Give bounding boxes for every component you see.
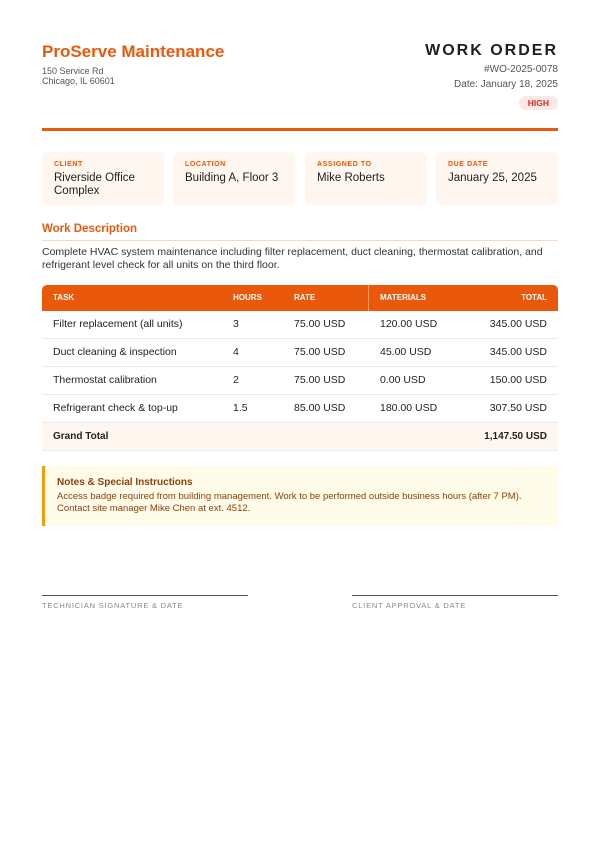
- task-cell: Thermostat calibration: [53, 374, 157, 386]
- work-order-date: Date: January 18, 2025: [454, 79, 558, 90]
- rate-cell: 75.00 USD: [294, 374, 346, 386]
- table-row: [42, 311, 558, 339]
- materials-cell: 45.00 USD: [380, 346, 432, 358]
- notes-title: Notes & Special Instructions: [57, 477, 193, 488]
- due-date-label: DUE DATE: [448, 161, 489, 168]
- notes-text: Access badge required from building management. Work to be performed outside business hours (after 7 PM). Contact site manager Mike Chen at ext. 4512.: [57, 491, 522, 514]
- assigned-value: Mike Roberts: [317, 172, 385, 184]
- location-card: [173, 152, 295, 205]
- assigned-label: ASSIGNED TO: [317, 161, 372, 168]
- header-rate: RATE: [294, 293, 316, 302]
- client-value: Riverside Office Complex: [54, 172, 135, 197]
- hours-cell: 2: [233, 374, 239, 386]
- header-total: TOTAL: [521, 293, 547, 302]
- table-row: [42, 395, 558, 423]
- materials-cell: 0.00 USD: [380, 374, 426, 386]
- grand-total-label: Grand Total: [53, 431, 109, 442]
- task-cell: Filter replacement (all units): [53, 318, 183, 330]
- total-cell: 345.00 USD: [489, 318, 547, 330]
- priority-badge: HIGH: [519, 96, 558, 110]
- materials-cell: 180.00 USD: [380, 402, 438, 414]
- grand-total-value: 1,147.50 USD: [484, 431, 547, 442]
- tasks-table: [42, 285, 558, 451]
- table-row: [42, 367, 558, 395]
- rate-cell: 85.00 USD: [294, 402, 346, 414]
- company-address-line1: 150 Service Rd: [42, 66, 104, 76]
- header-materials: MATERIALS: [380, 293, 427, 302]
- rate-cell: 75.00 USD: [294, 346, 346, 358]
- work-order-number: #WO-2025-0078: [484, 64, 558, 75]
- document-title: WORK ORDER: [425, 42, 558, 59]
- info-cards: [42, 152, 558, 205]
- header-task: TASK: [53, 293, 75, 302]
- work-order-page: [42, 0, 558, 610]
- notes-box: [42, 466, 558, 526]
- task-cell: Refrigerant check & top-up: [53, 402, 178, 414]
- section-divider: [42, 240, 558, 241]
- work-description-text: Complete HVAC system maintenance including filter replacement, duct cleaning, thermostat calibration, and refrigerant level check for all units on the third floor.: [42, 246, 543, 271]
- total-cell: 345.00 USD: [489, 346, 547, 358]
- client-approval-line: [352, 595, 558, 610]
- total-cell: 150.00 USD: [489, 374, 547, 386]
- hours-cell: 4: [233, 346, 239, 358]
- assigned-card: [305, 152, 427, 205]
- due-date-value: January 25, 2025: [448, 172, 537, 184]
- company-address-line2: Chicago, IL 60601: [42, 76, 115, 86]
- technician-signature-line: [42, 595, 248, 610]
- rate-cell: 75.00 USD: [294, 318, 346, 330]
- location-label: LOCATION: [185, 161, 226, 168]
- table-header: [42, 285, 558, 311]
- client-card: [42, 152, 164, 205]
- header-separator: [368, 285, 369, 311]
- company-name: ProServe Maintenance: [42, 42, 225, 61]
- task-cell: Duct cleaning & inspection: [53, 346, 177, 358]
- technician-signature-label: TECHNICIAN SIGNATURE & DATE: [42, 601, 184, 610]
- work-description-title: Work Description: [42, 223, 137, 235]
- header: [42, 0, 558, 131]
- client-label: CLIENT: [54, 161, 83, 168]
- client-approval-label: CLIENT APPROVAL & DATE: [352, 601, 467, 610]
- hours-cell: 1.5: [233, 402, 248, 414]
- due-date-card: [436, 152, 558, 205]
- total-cell: 307.50 USD: [489, 402, 547, 414]
- grand-total-row: [42, 423, 558, 451]
- hours-cell: 3: [233, 318, 239, 330]
- header-hours: HOURS: [233, 293, 262, 302]
- location-value: Building A, Floor 3: [185, 172, 279, 184]
- materials-cell: 120.00 USD: [380, 318, 438, 330]
- table-row: [42, 339, 558, 367]
